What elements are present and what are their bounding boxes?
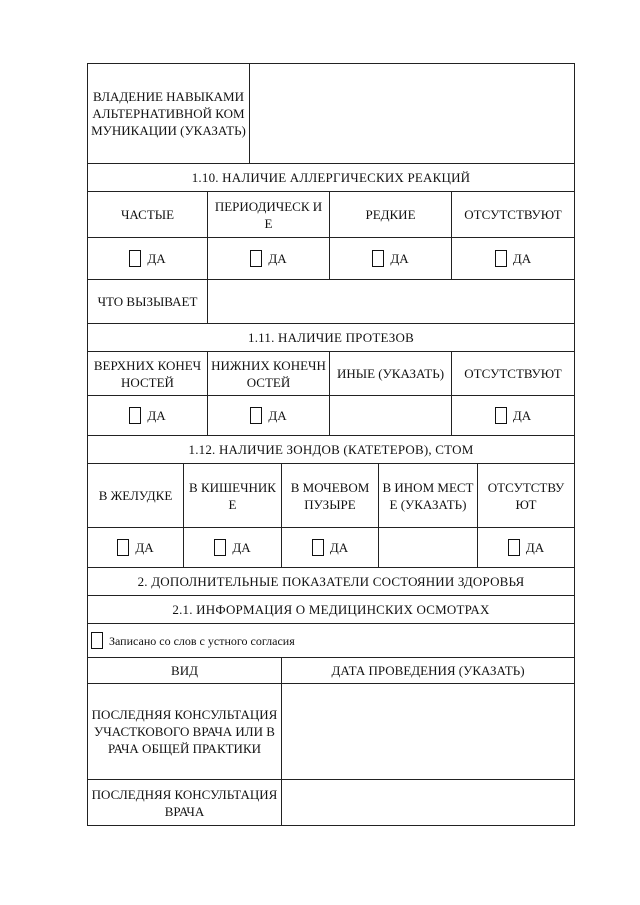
allergies-col-periodic: ПЕРИОДИЧЕСК ИЕ bbox=[208, 192, 330, 238]
checkbox-label: ДА bbox=[268, 251, 287, 266]
probes-col-stomach: В ЖЕЛУДКЕ bbox=[88, 464, 184, 528]
allergies-col-frequent: ЧАСТЫЕ bbox=[88, 192, 208, 238]
prostheses-col-lower: НИЖНИХ КОНЕЧНОСТЕЙ bbox=[208, 352, 330, 396]
checkup-row-date[interactable] bbox=[282, 780, 575, 826]
allergies-cause-value[interactable] bbox=[208, 280, 575, 324]
probes-title: 1.12. НАЛИЧИЕ ЗОНДОВ (КАТЕТЕРОВ), СТОМ bbox=[88, 436, 575, 464]
probes-col-absent: ОТСУТСТВУ ЮТ bbox=[478, 464, 575, 528]
probes-stomach-checkbox[interactable] bbox=[117, 539, 129, 556]
probes-col-bladder: В МОЧЕВОМ ПУЗЫРЕ bbox=[282, 464, 379, 528]
prostheses-absent-checkbox[interactable] bbox=[495, 407, 507, 424]
checkbox-label: ДА bbox=[329, 540, 349, 555]
consent-row bbox=[88, 624, 575, 658]
alt-communication-value[interactable] bbox=[250, 64, 575, 164]
section-2-1-title: 2.1. ИНФОРМАЦИЯ О МЕДИЦИНСКИХ ОСМОТРАХ bbox=[88, 596, 575, 624]
checkbox-label: ДА bbox=[147, 408, 166, 423]
checkbox-label: ДА bbox=[390, 251, 409, 266]
allergies-frequent-checkbox[interactable] bbox=[129, 250, 141, 267]
prostheses-col-upper: ВЕРХНИХ КОНЕЧНОСТЕЙ bbox=[88, 352, 208, 396]
prostheses-other-value[interactable] bbox=[330, 396, 452, 436]
checkbox-label: ДА bbox=[512, 408, 532, 423]
prostheses-table bbox=[87, 323, 575, 436]
checkbox-label: ДА bbox=[232, 540, 251, 555]
probes-bladder-checkbox[interactable] bbox=[312, 539, 324, 556]
checkups-col-date: ДАТА ПРОВЕДЕНИЯ (УКАЗАТЬ) bbox=[282, 658, 575, 684]
prostheses-lower-checkbox[interactable] bbox=[250, 407, 262, 424]
alt-communication-table bbox=[87, 63, 575, 164]
probes-other-value[interactable] bbox=[379, 528, 478, 568]
allergies-col-absent: ОТСУТСТВУЮТ bbox=[452, 192, 575, 238]
alt-communication-label: ВЛАДЕНИЕ НАВЫКАМИ АЛЬТЕРНАТИВНОЙ КОММУНИКАЦИИ (УКАЗАТЬ) bbox=[88, 64, 250, 164]
checkups-table bbox=[87, 657, 575, 826]
allergies-title: 1.10. НАЛИЧИЕ АЛЛЕРГИЧЕСКИХ РЕАКЦИЙ bbox=[88, 164, 575, 192]
checkup-row-type: ПОСЛЕДНЯЯ КОНСУЛЬТАЦИЯ ВРАЧА bbox=[88, 780, 282, 826]
probes-intestine-checkbox[interactable] bbox=[214, 539, 226, 556]
checkup-row-date[interactable] bbox=[282, 684, 575, 780]
allergies-periodic-checkbox[interactable] bbox=[250, 250, 262, 267]
probes-table bbox=[87, 435, 575, 568]
checkup-row-type: ПОСЛЕДНЯЯ КОНСУЛЬТАЦИЯ УЧАСТКОВОГО ВРАЧА ИЛИ ВРАЧА ОБЩЕЙ ПРАКТИКИ bbox=[88, 684, 282, 780]
prostheses-col-absent: ОТСУТСТВУЮТ bbox=[452, 352, 575, 396]
section-2-table bbox=[87, 567, 575, 658]
checkbox-label: ДА bbox=[268, 408, 287, 423]
prostheses-upper-checkbox[interactable] bbox=[129, 407, 141, 424]
probes-absent-checkbox[interactable] bbox=[508, 539, 520, 556]
probes-col-intestine: В КИШЕЧНИК Е bbox=[184, 464, 282, 528]
consent-label: Записано со слов с устного согласия bbox=[109, 633, 295, 648]
allergies-cause-label: ЧТО ВЫЗЫВАЕТ bbox=[88, 280, 208, 324]
consent-checkbox[interactable] bbox=[91, 632, 103, 649]
allergies-absent-checkbox[interactable] bbox=[495, 250, 507, 267]
prostheses-title: 1.11. НАЛИЧИЕ ПРОТЕЗОВ bbox=[88, 324, 575, 352]
checkbox-label: ДА bbox=[525, 540, 545, 555]
allergies-table bbox=[87, 163, 575, 324]
checkbox-label: ДА bbox=[147, 251, 166, 266]
prostheses-col-other: ИНЫЕ (УКАЗАТЬ) bbox=[330, 352, 452, 396]
checkbox-label: ДА bbox=[135, 540, 154, 555]
form-page bbox=[87, 63, 575, 826]
checkups-col-type: ВИД bbox=[88, 658, 282, 684]
allergies-col-rare: РЕДКИЕ bbox=[330, 192, 452, 238]
allergies-rare-checkbox[interactable] bbox=[372, 250, 384, 267]
checkbox-label: ДА bbox=[512, 251, 532, 266]
probes-col-other: В ИНОМ МЕСТЕ (УКАЗАТЬ) bbox=[379, 464, 478, 528]
section-2-title: 2. ДОПОЛНИТЕЛЬНЫЕ ПОКАЗАТЕЛИ СОСТОЯНИИ ЗДОРОВЬЯ bbox=[88, 568, 575, 596]
